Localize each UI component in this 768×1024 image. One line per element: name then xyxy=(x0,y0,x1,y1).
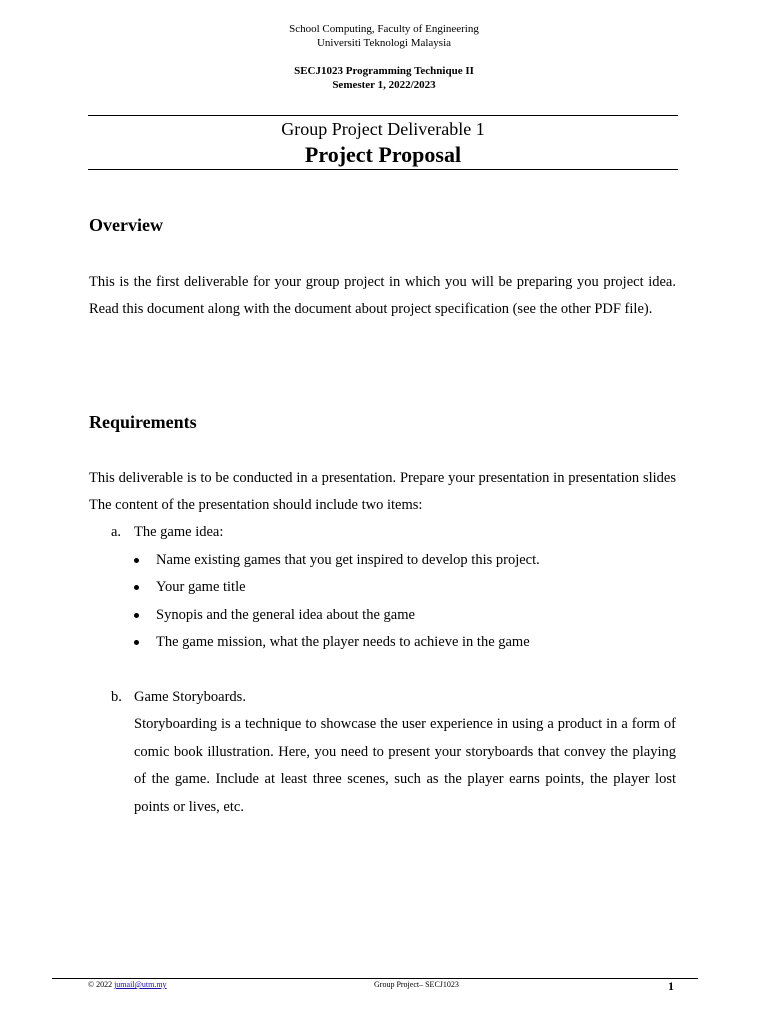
title-block xyxy=(88,118,678,170)
list-title-b: Game Storyboards. xyxy=(134,688,246,705)
course-info xyxy=(0,64,768,92)
bullet-icon xyxy=(134,640,139,645)
list-label-a: a. xyxy=(111,524,122,540)
list-item-b xyxy=(111,684,676,712)
school-name: School Computing, Faculty of Engineering xyxy=(289,23,479,35)
overview-heading: Overview xyxy=(89,215,163,235)
bullet-icon xyxy=(134,558,139,563)
bullet-text: Synopis and the general idea about the game xyxy=(156,606,415,623)
list-title-a: The game idea: xyxy=(134,524,224,540)
footer-rule xyxy=(52,978,698,979)
semester-label: Semester 1, 2022/2023 xyxy=(332,79,436,91)
storyboard-paragraph: Storyboarding is a technique to showcase the user experience in using a product in a form of comic book illustration. Here, you need to present your storyboards that convey the playing of the game. Include at least three scenes, such as the player earns points, the player lost points or lives, etc. xyxy=(134,716,676,815)
title-bottom-rule xyxy=(88,169,678,170)
bullet-text: The game mission, what the player needs to achieve in the game xyxy=(156,634,530,650)
copyright-text: © 2022 xyxy=(88,980,113,989)
requirements-intro: This deliverable is to be conducted in a presentation. Prepare your presentation in presentation slides The content of the presentation should include two items: xyxy=(89,470,676,513)
page-number: 1 xyxy=(668,979,674,993)
list-item xyxy=(131,574,676,602)
list-item xyxy=(131,629,676,657)
bullet-text: Name existing games that you get inspired to develop this project. xyxy=(156,551,540,568)
list-label-b: b. xyxy=(111,688,122,705)
overview-paragraph: This is the first deliverable for your group project in which you will be preparing you project idea. Read this document along with the document about project specification (see the other PDF file). xyxy=(89,274,676,317)
deliverable-subtitle: Group Project Deliverable 1 xyxy=(281,119,485,139)
requirements-list xyxy=(111,519,676,821)
document-header xyxy=(0,22,768,50)
list-item xyxy=(131,602,676,630)
list-item xyxy=(131,547,676,575)
bullet-text: Your game title xyxy=(156,579,246,595)
document-title: Project Proposal xyxy=(304,142,462,167)
footer-course: Group Project– SECJ1023 xyxy=(374,980,459,989)
bullet-icon xyxy=(134,613,139,618)
list-item-a xyxy=(111,519,676,547)
footer-copyright xyxy=(88,980,167,990)
title-top-rule xyxy=(88,115,678,116)
university-name: Universiti Teknologi Malaysia xyxy=(316,37,452,49)
requirements-heading: Requirements xyxy=(89,412,197,432)
game-idea-bullets xyxy=(111,547,676,657)
bullet-icon xyxy=(134,585,139,590)
email-link[interactable]: jumail@utm.my xyxy=(114,980,167,989)
course-title: SECJ1023 Programming Technique II xyxy=(294,65,474,77)
